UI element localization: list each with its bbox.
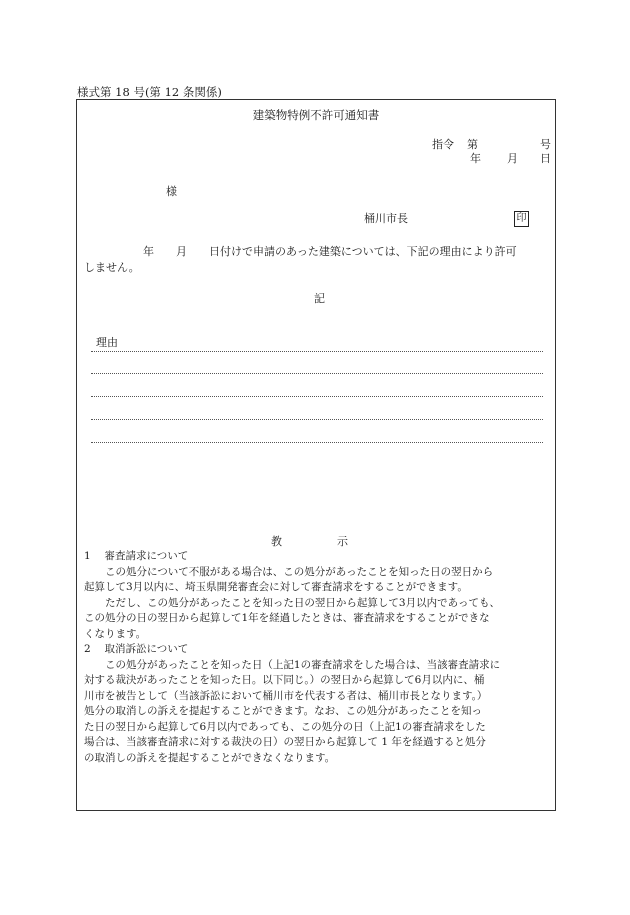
issuer-name: 桶川市長 bbox=[364, 212, 408, 225]
section-2-para-line: この処分があったことを知った日（上記1の審査請求をした場合は、当該審査請求に bbox=[105, 659, 501, 671]
ki-label: 記 bbox=[314, 292, 325, 305]
reason-line bbox=[91, 351, 543, 352]
instructions-heading: 教 示 bbox=[271, 535, 348, 548]
reason-line bbox=[91, 373, 543, 374]
section-2-para-line: 対する裁決があったことを知った日。以下同じ。）の翌日から起算して6月以内に、桶 bbox=[84, 674, 485, 686]
section-2-title: 2 取消訴訟について bbox=[84, 643, 189, 655]
recipient-sama: 様 bbox=[166, 185, 177, 198]
section-2-para-line: 川市を被告として（当該訴訟において桶川市を代表する者は、桶川市長となります。） bbox=[84, 690, 488, 702]
date-year-label: 年 bbox=[470, 152, 481, 165]
section-1-title: 1 審査請求について bbox=[84, 550, 189, 562]
section-2-para-line: 場合は、当該審査請求に対する裁決の日）の翌日から起算して 1 年を経過すると処分 bbox=[84, 736, 486, 748]
gou-label: 号 bbox=[540, 138, 551, 151]
notice-frame bbox=[76, 99, 556, 811]
seal-mark: 印 bbox=[514, 211, 529, 227]
document-title: 建築物特例不許可通知書 bbox=[252, 108, 380, 122]
section-1-para2-line: くなります。 bbox=[84, 628, 147, 640]
section-1-para2-line: この処分の日の翌日から起算して1年を経過したときは、審査請求をすることができな bbox=[84, 612, 490, 624]
body-line-2: しません。 bbox=[84, 261, 140, 274]
section-1-para1-line: 起算して3月以内に、埼玉県開発審査会に対して審査請求をすることができます。 bbox=[84, 581, 468, 593]
shirei-label: 指令 bbox=[432, 138, 454, 151]
reason-line bbox=[91, 396, 543, 397]
reason-line bbox=[91, 442, 543, 443]
date-month-label: 月 bbox=[507, 152, 518, 165]
form-number: 様式第 18 号(第 12 条関係) bbox=[77, 85, 222, 99]
section-2-para-line: た日の翌日から起算して6月以内であっても、この処分の日（上記1の審査請求をした bbox=[84, 721, 486, 733]
section-2-para-line: 処分の取消しの訴えを提起することができます。なお、この処分があったことを知っ bbox=[84, 705, 483, 717]
dai-label: 第 bbox=[467, 138, 478, 151]
section-1-para2-line: ただし、この処分があったことを知った日の翌日から起算して3月以内であっても、 bbox=[105, 597, 500, 609]
section-1-para1-line: この処分について不服がある場合は、この処分があったことを知った日の翌日から bbox=[105, 566, 494, 578]
reason-label: 理由 bbox=[96, 336, 118, 349]
section-2-para-line: の取消しの訴えを提起することができなくなります。 bbox=[84, 752, 336, 764]
date-day-label: 日 bbox=[540, 152, 551, 165]
reason-line bbox=[91, 419, 543, 420]
body-line-1: 年 月 日付けで申請のあった建築については、下記の理由により許可 bbox=[143, 245, 517, 258]
